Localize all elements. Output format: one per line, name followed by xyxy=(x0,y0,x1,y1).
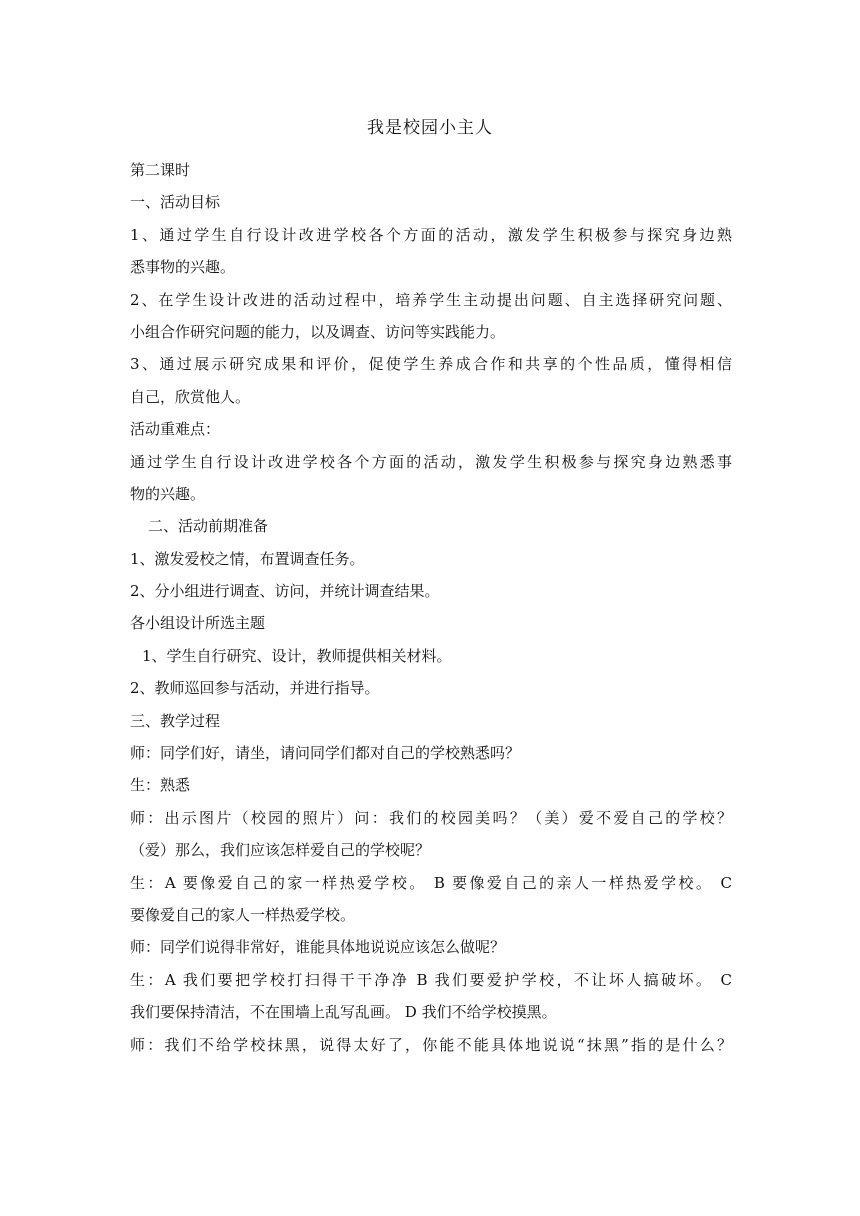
paragraph-line: 自己，欣赏他人。 xyxy=(130,387,251,406)
paragraph-line: 小组合作研究问题的能力，以及调查、访问等实践能力。 xyxy=(130,322,506,341)
dialogue-line: 师：同学们说得非常好，谁能具体地说说应该怎么做呢？ xyxy=(130,938,506,957)
dialogue-line: 我们要保持清洁，不在围墙上乱写乱画。 D 我们不给学校摸黑。 xyxy=(130,1003,557,1022)
dialogue-line: 师：出示图片（校园的照片）问：我们的校园美吗？（美）爱不爱自己的学校？ xyxy=(130,808,732,827)
document-title: 我是校园小主人 xyxy=(367,118,493,138)
section-heading: 一、活动目标 xyxy=(130,193,221,212)
paragraph-line: 2、在学生设计改进的活动过程中，培养学生主动提出问题、自主选择研究问题、 xyxy=(130,290,732,309)
subheading: 活动重难点： xyxy=(130,420,221,439)
dialogue-line: 师：同学们好，请坐，请问同学们都对自己的学校熟悉吗？ xyxy=(130,744,521,763)
paragraph-line: 1、通过学生自行设计改进学校各个方面的活动，激发学生积极参与探究身边熟 xyxy=(130,225,732,244)
paragraph-line: 通过学生自行设计改进学校各个方面的活动，激发学生积极参与探究身边熟悉事 xyxy=(130,452,732,471)
dialogue-line: 师：我们不给学校抹黑，说得太好了，你能不能具体地说说“抹黑”指的是什么？ xyxy=(130,1035,732,1054)
paragraph-line: 3、通过展示研究成果和评价，促使学生养成合作和共享的个性品质，懂得相信 xyxy=(130,355,732,374)
paragraph-line: 1、激发爱校之情，布置调查任务。 xyxy=(130,549,365,568)
dialogue-line: 生：熟悉 xyxy=(130,776,191,795)
paragraph-line: 2、教师巡回参与活动，并进行指导。 xyxy=(130,679,380,698)
dialogue-line: 生：A 我们要把学校打扫得干干净净 B 我们要爱护学校，不让坏人搞破坏。 C xyxy=(130,970,732,989)
document-body xyxy=(130,154,732,1061)
dialogue-line: （爱）那么，我们应该怎样爱自己的学校呢？ xyxy=(130,841,431,860)
subheading: 各小组设计所选主题 xyxy=(130,614,266,633)
paragraph-line: 悉事物的兴趣。 xyxy=(130,258,236,277)
paragraph-line: 物的兴趣。 xyxy=(130,484,206,503)
paragraph-line: 1、学生自行研究、设计，教师提供相关材料。 xyxy=(142,646,452,665)
paragraph-line: 第二课时 xyxy=(130,161,191,179)
section-heading: 三、教学过程 xyxy=(130,711,221,730)
paragraph-line: 2、分小组进行调查、访问，并统计调查结果。 xyxy=(130,582,440,601)
dialogue-line: 要像爱自己的家人一样热爱学校。 xyxy=(130,905,356,924)
section-heading: 二、活动前期准备 xyxy=(148,517,269,536)
dialogue-line: 生：A 要像爱自己的家一样热爱学校。 B 要像爱自己的亲人一样热爱学校。 C xyxy=(130,873,732,892)
